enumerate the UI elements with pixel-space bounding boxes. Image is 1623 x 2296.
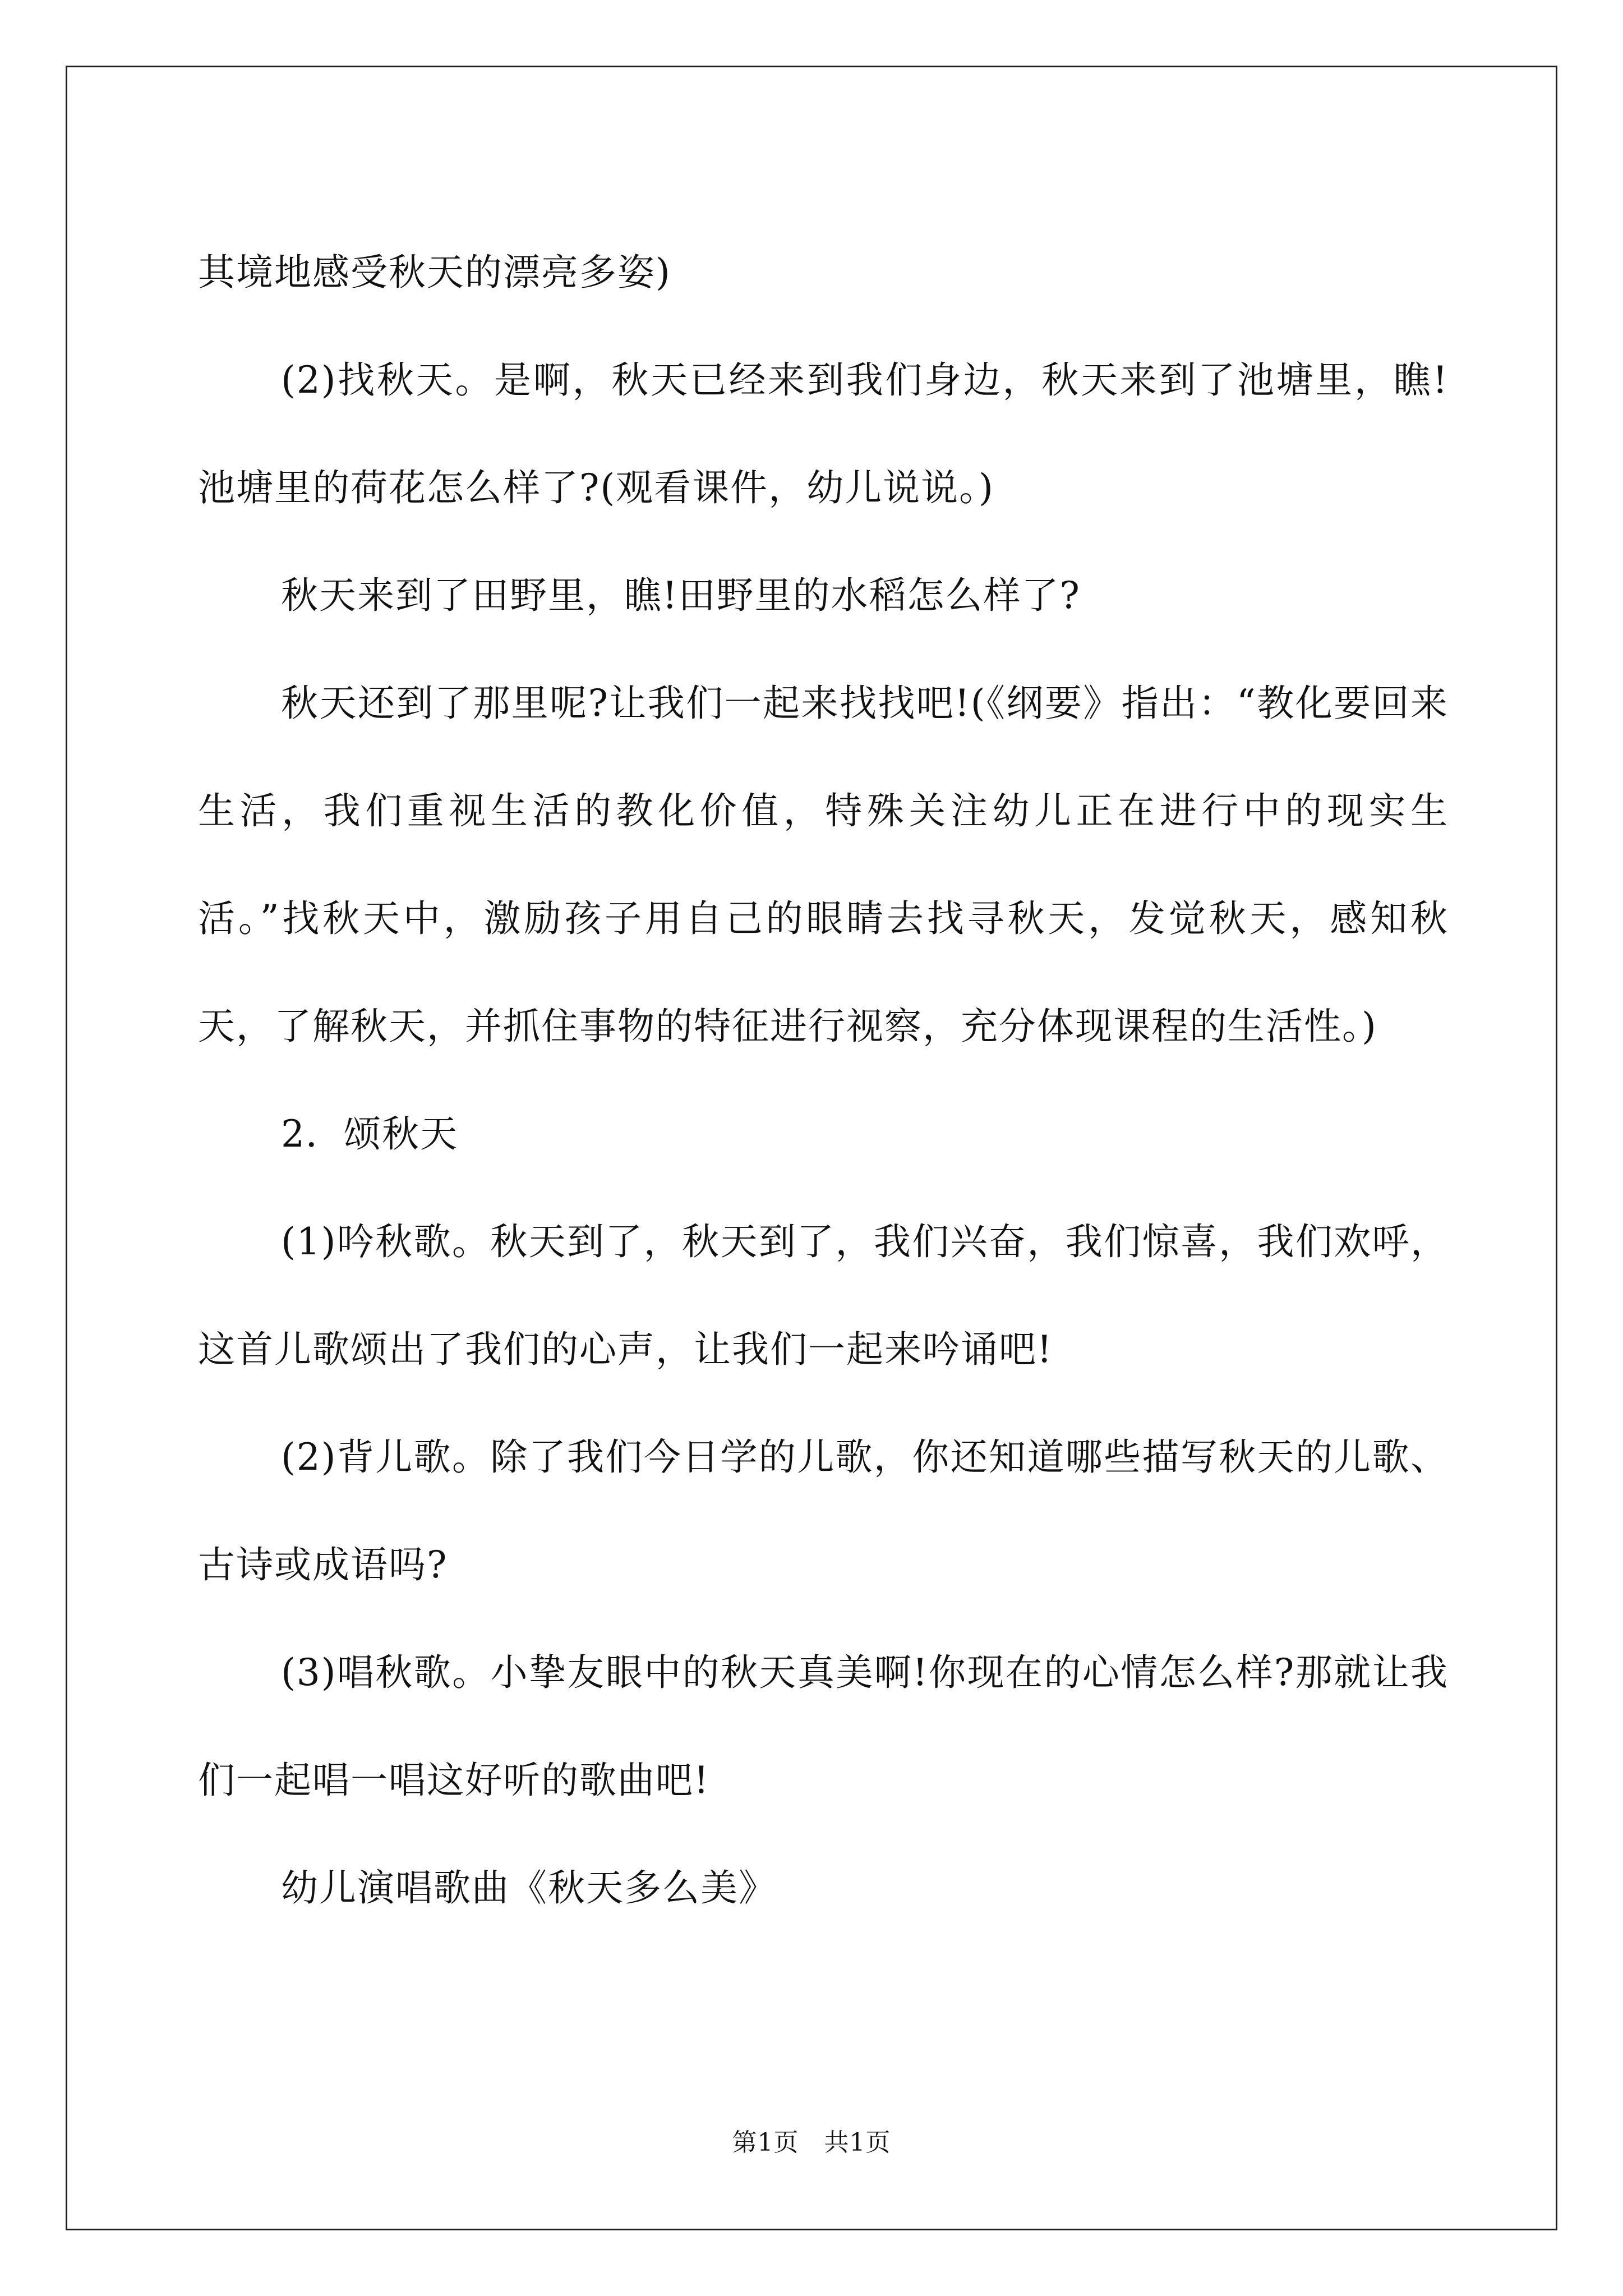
document-body [198,219,1449,1942]
paragraph-2: (2)找秋天。是啊，秋天已经来到我们身边，秋天来到了池塘里，瞧!池塘里的荷花怎么样了?(观看课件，幼儿说说。) [198,358,1449,509]
section-heading: 2．颂秋天 [281,1112,458,1156]
paragraph-6: (1)吟秋歌。秋天到了，秋天到了，我们兴奋，我们惊喜，我们欢呼，这首儿歌颂出了我们的心声，让我们一起来吟诵吧! [198,1220,1449,1371]
paragraph-7: (2)背儿歌。除了我们今日学的儿歌，你还知道哪些描写秋天的儿歌、古诗或成语吗? [198,1435,1449,1586]
paragraph-1: 其境地感受秋天的漂亮多姿) [198,251,671,294]
page-number-footer: 第1页 共1页 [732,2128,891,2157]
paragraph-3: 秋天来到了田野里，瞧!田野里的水稻怎么样了? [281,574,1081,617]
paragraph-8: (3)唱秋歌。小挚友眼中的秋天真美啊!你现在的心情怎么样?那就让我们一起唱一唱这好听的歌曲吧! [198,1651,1449,1802]
paragraph-9: 幼儿演唱歌曲《秋天多么美》 [281,1866,777,1910]
paragraph-4: 秋天还到了那里呢?让我们一起来找找吧!(《纲要》指出：“教化要回来生活，我们重视生活的教化价值，特殊关注幼儿正在进行中的现实生活。”找秋天中，激励孩子用自己的眼睛去找寻秋天，发觉秋天，感知秋天，了解秋天，并抓住事物的特征进行视察，充分体现课程的生活性。) [198,682,1449,1048]
